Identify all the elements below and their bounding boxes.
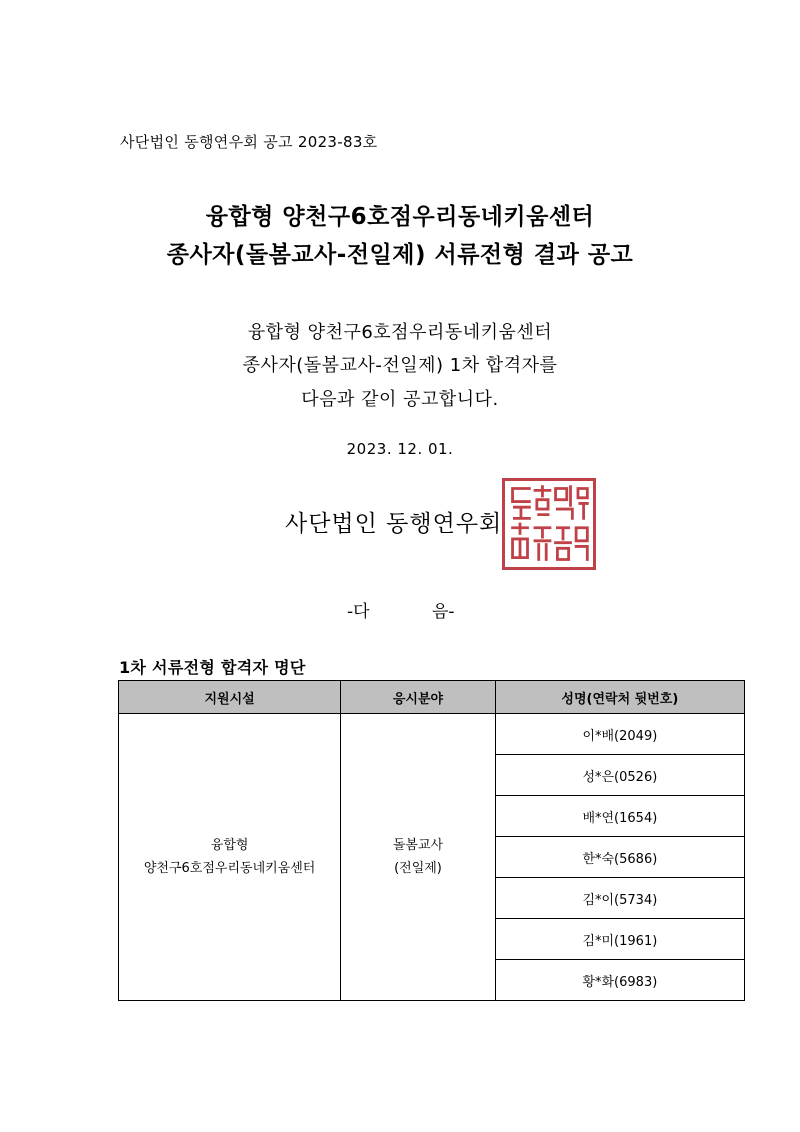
field-cell — [341, 714, 496, 1001]
document-title-line-2: 종사자(돌봄교사-전일제) 서류전형 결과 공고 — [166, 242, 634, 268]
field-line-2: (전일제) — [394, 861, 442, 876]
document-title-line-1: 융합형 양천구6호점우리동네키움센터 — [205, 204, 595, 230]
field-line-1: 돌봄교사 — [392, 838, 444, 853]
applicant-name: 이*배(2049) — [495, 714, 744, 755]
body-text-line-1: 융합형 양천구6호점우리동네키움센터 — [247, 322, 553, 343]
organization-name: 사단법인 동행연우회 — [285, 511, 503, 537]
applicant-name: 황*화(6983) — [495, 960, 744, 1001]
results-table — [118, 680, 745, 1001]
header-field: 응시분야 — [341, 681, 496, 714]
table-row — [119, 714, 745, 755]
header-name: 성명(연락처 뒷번호) — [495, 681, 744, 714]
facility-line-2: 양천구6호점우리동네키움센터 — [143, 861, 316, 876]
applicant-name: 배*연(1654) — [495, 796, 744, 837]
official-seal-stamp — [502, 478, 596, 570]
applicant-name: 한*숙(5686) — [495, 837, 744, 878]
announcement-date: 2023. 12. 01. — [346, 440, 454, 458]
separator-left: -다 — [347, 602, 370, 622]
section-title: 1차 서류전형 합격자 명단 — [119, 658, 306, 677]
facility-line-1: 융합형 — [210, 838, 249, 853]
separator-right: 음- — [432, 602, 455, 622]
applicant-name: 성*은(0526) — [495, 755, 744, 796]
table-header-row — [119, 681, 745, 714]
applicant-name: 김*이(5734) — [495, 878, 744, 919]
seal-glyphs-icon — [505, 481, 593, 567]
header-facility: 지원시설 — [119, 681, 341, 714]
notice-number: 사단법인 동행연우회 공고 2023-83호 — [120, 133, 378, 151]
body-text-line-2: 종사자(돌봄교사-전일제) 1차 합격자를 — [242, 355, 558, 376]
facility-cell — [119, 714, 341, 1001]
applicant-name: 김*미(1961) — [495, 919, 744, 960]
body-text-line-3: 다음과 같이 공고합니다. — [301, 389, 499, 410]
